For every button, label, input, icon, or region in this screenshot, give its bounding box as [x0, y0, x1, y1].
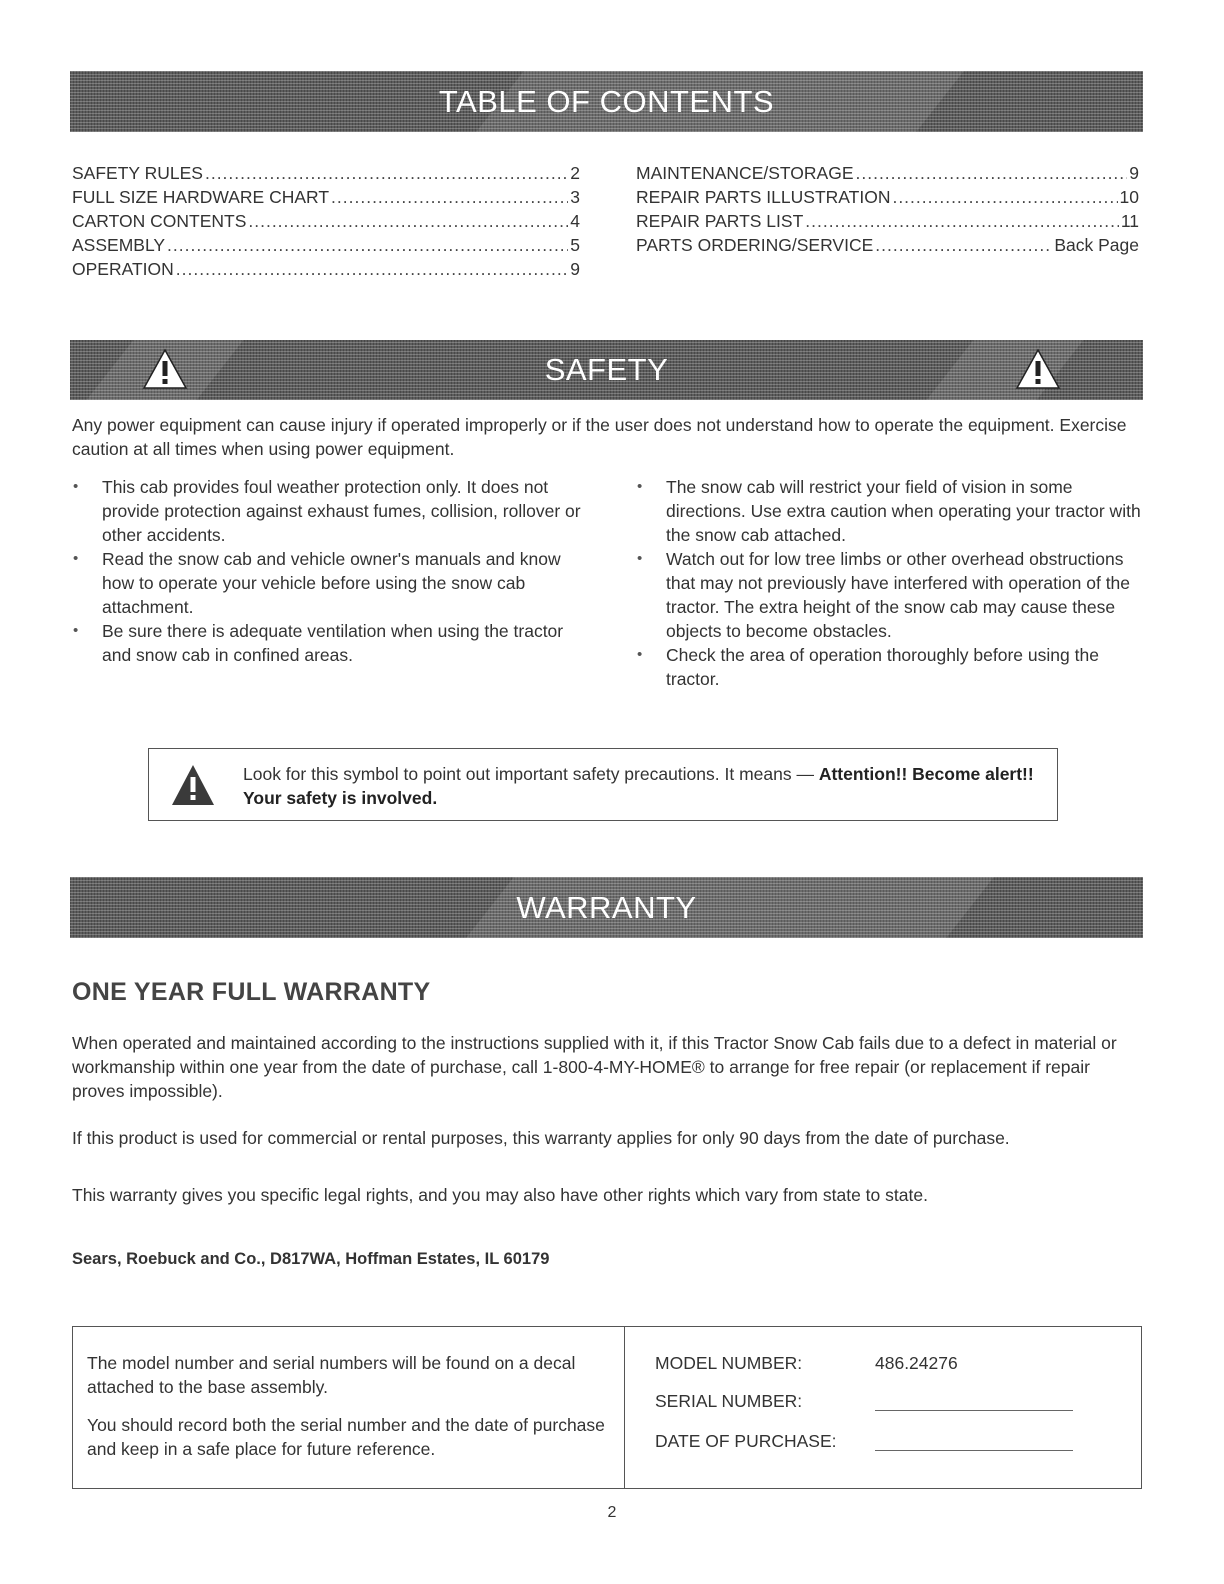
toc-entry-title: CARTON CONTENTS	[72, 211, 247, 231]
warranty-paragraph: This warranty gives you specific legal rights, and you may also have other rights which vary from state to state.	[72, 1185, 928, 1205]
info-paragraph: The model number and serial numbers will be found on a decal attached to the base assembly.	[87, 1353, 576, 1397]
toc-leader-dots	[805, 209, 1119, 233]
safety-banner-title: SAFETY	[544, 352, 669, 387]
toc-entry-title: ASSEMBLY	[72, 235, 166, 255]
date-of-purchase-label: DATE OF PURCHASE:	[655, 1431, 837, 1451]
toc-entry-page: 10	[1119, 187, 1139, 207]
toc-leader-dots	[331, 185, 568, 209]
safety-bullets-right	[632, 475, 1142, 691]
serial-number-field[interactable]	[875, 1410, 1073, 1411]
page-number: 2	[607, 1504, 617, 1521]
toc-leader-dots	[856, 161, 1128, 185]
list-item: • Read the snow cab and vehicle owner's manuals and know how to operate your vehicle before using the snow cab attachment.	[68, 547, 588, 619]
safety-bullets-left	[68, 475, 588, 667]
toc-entry[interactable]	[72, 209, 580, 233]
warranty-heading: ONE YEAR FULL WARRANTY	[72, 978, 431, 1006]
callout-text	[243, 762, 1045, 810]
toc-banner	[70, 71, 1143, 132]
toc-entry-page: 3	[570, 187, 580, 207]
model-info-box	[72, 1326, 1142, 1489]
toc-entry-page: 2	[570, 163, 580, 183]
callout-plain: Look for this symbol to point out important safety precautions. It means —	[243, 764, 819, 784]
model-number-value: 486.24276	[875, 1353, 958, 1373]
toc-entry-page: 9	[1129, 163, 1139, 183]
date-of-purchase-field[interactable]	[875, 1450, 1073, 1451]
toc-entry-page: 9	[570, 259, 580, 279]
toc-leader-dots	[176, 257, 568, 281]
toc-entry[interactable]	[636, 209, 1139, 233]
toc-leader-dots	[248, 209, 568, 233]
warranty-banner	[70, 877, 1143, 938]
list-item: • Check the area of operation thoroughly before using the tractor.	[632, 643, 1142, 691]
toc-entry-page: 4	[570, 211, 580, 231]
toc-leader-dots	[205, 161, 568, 185]
toc-entry-page: 5	[570, 235, 580, 255]
sears-address: Sears, Roebuck and Co., D817WA, Hoffman Estates, IL 60179	[72, 1250, 550, 1268]
serial-number-label: SERIAL NUMBER:	[655, 1391, 803, 1411]
toc-entry[interactable]	[72, 185, 580, 209]
list-item: • Be sure there is adequate ventilation when using the tractor and snow cab in confined areas.	[68, 619, 588, 667]
warning-triangle-icon	[1015, 348, 1061, 390]
toc-right-column	[636, 161, 1139, 257]
toc-left-column	[72, 161, 580, 281]
toc-leader-dots	[892, 185, 1117, 209]
toc-entry[interactable]	[636, 185, 1139, 209]
toc-entry-title: REPAIR PARTS ILLUSTRATION	[636, 187, 891, 207]
toc-entry[interactable]	[636, 233, 1139, 257]
toc-entry[interactable]	[72, 257, 580, 281]
toc-entry-title: FULL SIZE HARDWARE CHART	[72, 187, 330, 207]
info-instructions	[73, 1327, 625, 1488]
safety-banner	[70, 340, 1143, 400]
toc-entry[interactable]	[636, 161, 1139, 185]
info-paragraph: You should record both the serial number and the date of purchase and keep in a safe place for future reference.	[87, 1415, 605, 1459]
callout-bold: Attention!! Become alert!! Your safety is involved.	[243, 764, 1034, 808]
toc-entry-title: SAFETY RULES	[72, 163, 203, 183]
toc-entry-title: PARTS ORDERING/SERVICE	[636, 235, 874, 255]
toc-entry-page: 11	[1120, 211, 1139, 231]
warranty-paragraph: When operated and maintained according to the instructions supplied with it, if this Tractor Snow Cab fails due to a defect in material or workmanship within one year from the date of purchase, call 1-800-4-MY-HOME® to arrange for free repair (or replacement if repair proves impossible).	[72, 1033, 1117, 1101]
warranty-banner-title: WARRANTY	[516, 889, 697, 925]
safety-alert-icon	[171, 764, 215, 806]
toc-entry-title: REPAIR PARTS LIST	[636, 211, 804, 231]
list-item: • The snow cab will restrict your field of vision in some directions. Use extra caution when operating your tractor with the snow cab attached.	[632, 475, 1142, 547]
toc-leader-dots	[875, 233, 1052, 257]
toc-entry[interactable]	[72, 233, 580, 257]
toc-entry-title: MAINTENANCE/STORAGE	[636, 163, 854, 183]
warranty-paragraph: If this product is used for commercial or rental purposes, this warranty applies for only 90 days from the date of purchase.	[72, 1128, 1010, 1148]
list-item: • This cab provides foul weather protection only. It does not provide protection against exhaust fumes, collision, rollover or other accidents.	[68, 475, 588, 547]
toc-entry-page: Back Page	[1054, 235, 1139, 255]
toc-entry-title: OPERATION	[72, 259, 174, 279]
list-item: • Watch out for low tree limbs or other overhead obstructions that may not previously have interfered with operation of the tractor. The extra height of the snow cab may cause these objects to become obstacles.	[632, 547, 1142, 643]
toc-leader-dots	[167, 233, 568, 257]
safety-intro: Any power equipment can cause injury if operated improperly or if the user does not understand how to operate the equipment. Exercise caution at all times when using power equipment.	[72, 415, 1127, 459]
model-number-label: MODEL NUMBER:	[655, 1353, 803, 1373]
safety-alert-callout	[148, 748, 1058, 821]
toc-entry[interactable]	[72, 161, 580, 185]
warning-triangle-icon	[142, 348, 188, 390]
toc-banner-title: TABLE OF CONTENTS	[438, 83, 775, 119]
